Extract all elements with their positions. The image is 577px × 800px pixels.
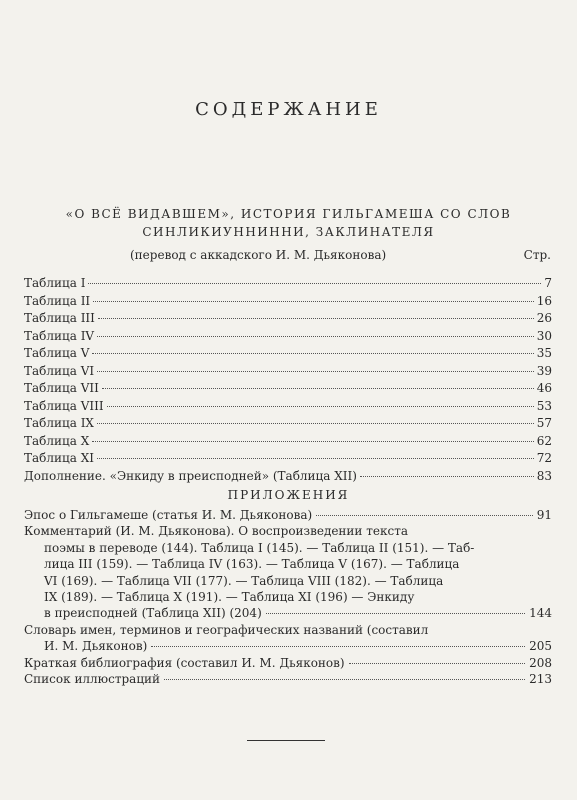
toc-entry[interactable] [24,329,552,347]
appendix-list [24,508,552,688]
toc-entry[interactable] [24,311,552,329]
appendix-entry[interactable] [24,672,552,688]
toc-entry-page: 16 [536,293,552,308]
toc-entry-page: 72 [536,451,552,465]
dot-leader [97,371,534,372]
appendix-entry-page: 213 [529,671,552,686]
toc-entry-title: Таблица II [24,293,91,308]
toc-entry-title: Дополнение. «Энкиду в преисподней» (Таблица XII) [24,468,357,483]
dot-leader [97,458,534,459]
appendix-entry[interactable] [24,524,552,622]
toc-entry-title: Таблица VII [24,381,99,395]
dot-leader [93,301,534,302]
page-column-label: Стр. [523,248,551,262]
toc-entry[interactable] [24,276,552,294]
dot-leader [97,336,534,337]
toc-entry[interactable] [24,416,552,434]
dot-leader [266,613,525,614]
dot-leader [92,441,533,442]
dot-leader [92,353,533,354]
appendix-entry-page: 208 [529,655,552,670]
toc-entry-title: Таблица X [24,433,90,448]
appendix-entry-text: И. М. Дьяконов) [44,639,148,654]
toc-entry-title: Таблица XI [24,451,94,465]
toc-entry-title: Таблица VI [24,363,95,378]
toc-entry-page: 39 [536,363,552,378]
appendix-entry-text: в преисподней (Таблица XII) (204) [44,606,262,621]
appendix-entry[interactable] [24,623,552,656]
appendix-entry-page: 91 [536,508,552,522]
dot-leader [360,476,534,477]
toc-entry-title: Таблица III [24,311,95,325]
translator-note: (перевод с аккадского И. М. Дьяконова) [130,248,387,262]
toc-entry-page: 30 [536,328,552,343]
dot-leader [97,423,534,424]
appendix-entry[interactable] [24,508,552,524]
dot-leader [98,318,534,319]
toc-entry[interactable] [24,399,552,417]
toc-entry-page: 7 [544,276,552,290]
toc-entry[interactable] [24,451,552,469]
toc-entry[interactable] [24,381,552,399]
toc-entry[interactable] [24,346,552,364]
appendix-entry-text: Список иллюстраций [24,671,161,686]
appendix-entry-text: Словарь имен, терминов и географических названий (составил [24,622,429,637]
appendix-entry-text: Комментарий (И. М. Дьяконова). О воспроизведении текста [24,524,408,539]
closing-rule [247,740,325,741]
dot-leader [88,283,541,284]
toc-entry-page: 26 [536,311,552,325]
toc-entry-page: 53 [536,398,552,413]
dot-leader [102,388,534,389]
appendix-entry-text: лица III (159). — Таблица IV (163). — Таблица V (167). — Таблица [44,557,460,572]
appendix-entry-page: 205 [529,639,552,654]
toc-entry[interactable] [24,434,552,452]
dot-leader [349,663,526,664]
appendix-entry-page: 144 [529,606,552,621]
toc-entry-title: Таблица IX [24,416,94,430]
toc-entry[interactable] [24,469,552,487]
toc-entry-page: 62 [536,433,552,448]
toc-entry-page: 46 [536,381,552,395]
toc-entry[interactable] [24,294,552,312]
appendix-entry-text: Краткая библиография (составил И. М. Дьяконов) [24,655,345,670]
page-title: СОДЕРЖАНИЕ [195,99,382,120]
toc-entry-page: 57 [536,416,552,430]
toc-entry-page: 35 [536,346,552,360]
toc-entry-title: Таблица VIII [24,398,104,413]
dot-leader [107,406,534,407]
toc-entry[interactable] [24,364,552,382]
appendix-entry-text: VI (169). — Таблица VII (177). — Таблица VIII (182). — Таблица [44,573,444,588]
section-heading-line-2: СИНЛИКИУННИННИ, ЗАКЛИНАТЕЛЯ [142,225,435,239]
toc-entry-title: Таблица V [24,346,90,360]
toc-entry-title: Таблица I [24,276,86,290]
appendix-entry-text: Эпос о Гильгамеше (статья И. М. Дьяконова) [24,508,313,522]
toc-entry-title: Таблица IV [24,328,95,343]
appendix-entry[interactable] [24,656,552,672]
section-heading-line-1: «О ВСЁ ВИДАВШЕМ», ИСТОРИЯ ГИЛЬГАМЕША СО СЛОВ [65,207,512,221]
appendix-entry-text: поэмы в переводе (144). Таблица I (145). — Таблица II (151). — Таб- [44,540,475,555]
dot-leader [164,679,525,680]
appendix-entry-text: IX (189). — Таблица X (191). — Таблица XI (196) — Энкиду [44,589,415,604]
dot-leader [316,515,533,516]
contents-list [24,276,552,486]
appendix-heading: ПРИЛОЖЕНИЯ [227,488,350,502]
toc-entry-page: 83 [536,468,552,483]
dot-leader [151,646,525,647]
